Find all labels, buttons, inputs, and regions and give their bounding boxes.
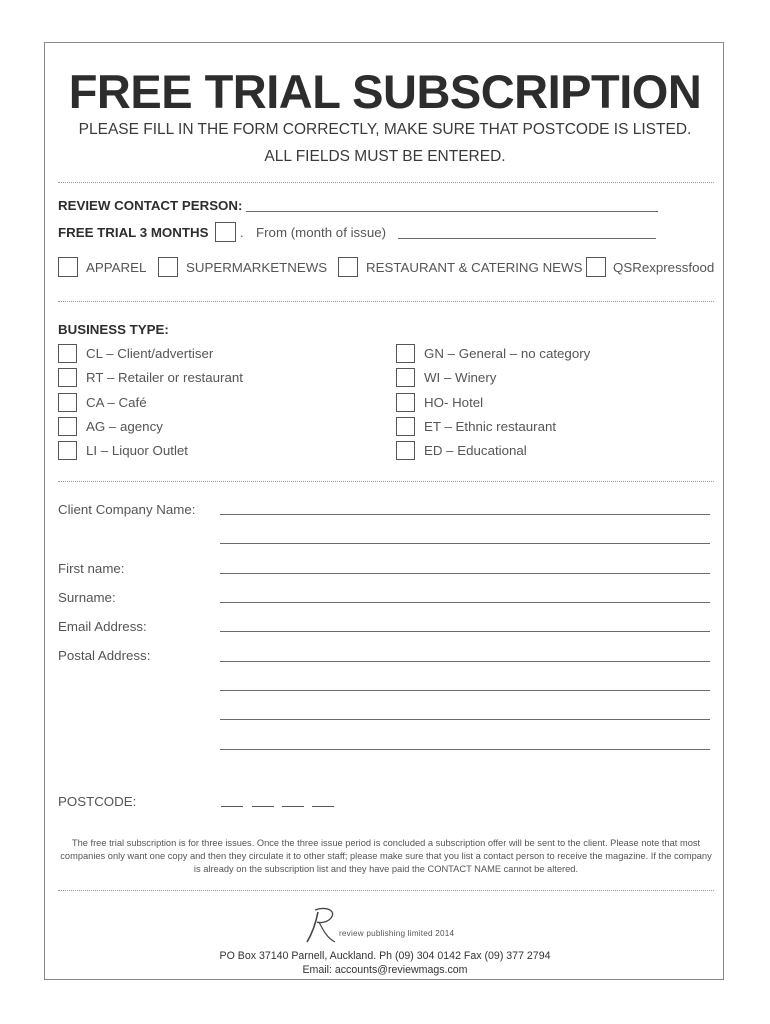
apparel-checkbox[interactable] (58, 257, 78, 277)
email-label: Email Address: (58, 619, 147, 634)
business-type-heading: BUSINESS TYPE: (58, 322, 169, 337)
ho-label: HO- Hotel (424, 395, 484, 410)
divider (58, 301, 714, 302)
postcode-digit-1[interactable] (221, 806, 243, 807)
ed-label: ED – Educational (424, 443, 527, 458)
review-logo-icon (305, 906, 341, 946)
company-name-field-line-2[interactable] (220, 543, 710, 544)
from-month-field[interactable] (398, 238, 656, 239)
qsrexpressfood-label: QSRexpressfood (613, 260, 715, 275)
restaurant-catering-label: RESTAURANT & CATERING NEWS (366, 260, 583, 275)
company-name-label: Client Company Name: (58, 502, 196, 517)
first-name-label: First name: (58, 561, 125, 576)
cl-checkbox[interactable] (58, 344, 77, 363)
free-trial-label: FREE TRIAL 3 MONTHS (58, 225, 209, 240)
free-trial-checkbox[interactable] (215, 222, 236, 242)
postcode-digit-3[interactable] (282, 806, 304, 807)
contact-address: PO Box 37140 Parnell, Auckland. Ph (09) 304 0142 Fax (09) 377 2794 (219, 950, 551, 962)
email-field[interactable] (220, 631, 710, 632)
review-contact-field[interactable] (246, 211, 658, 212)
postal-address-field-line-2[interactable] (220, 690, 710, 691)
restaurant-catering-checkbox[interactable] (338, 257, 358, 277)
ca-checkbox[interactable] (58, 393, 77, 412)
company-name-field[interactable] (220, 514, 710, 515)
li-label: LI – Liquor Outlet (86, 443, 189, 458)
ca-label: CA – Café (86, 395, 147, 410)
gn-checkbox[interactable] (396, 344, 415, 363)
logo-letter: R (305, 906, 306, 907)
postal-address-label: Postal Address: (58, 648, 151, 663)
surname-label: Surname: (58, 590, 116, 605)
from-month-label: From (month of issue) (256, 225, 387, 240)
qsrexpressfood-checkbox[interactable] (586, 257, 606, 277)
cl-label: CL – Client/advertiser (86, 346, 214, 361)
li-checkbox[interactable] (58, 441, 77, 460)
contact-email: Email: accounts@reviewmags.com (302, 964, 468, 976)
instructions-line-1: PLEASE FILL IN THE FORM CORRECTLY, MAKE SURE THAT POSTCODE IS LISTED. (78, 121, 692, 138)
supermarketnews-label: SUPERMARKETNEWS (186, 260, 328, 275)
rt-label: RT – Retailer or restaurant (86, 370, 243, 385)
divider (58, 481, 714, 482)
wi-checkbox[interactable] (396, 368, 415, 387)
ho-checkbox[interactable] (396, 393, 415, 412)
surname-field[interactable] (220, 602, 710, 603)
ag-label: AG – agency (86, 419, 163, 434)
first-name-field[interactable] (220, 573, 710, 574)
postcode-digit-2[interactable] (252, 806, 274, 807)
ag-checkbox[interactable] (58, 417, 77, 436)
ed-checkbox[interactable] (396, 441, 415, 460)
wi-label: WI – Winery (424, 370, 497, 385)
postcode-label: POSTCODE: (58, 794, 137, 809)
et-label: ET – Ethnic restaurant (424, 419, 557, 434)
review-contact-label: REVIEW CONTACT PERSON: (58, 198, 243, 213)
publisher-name: review publishing limited 2014 (339, 929, 455, 938)
divider (58, 890, 714, 891)
free-trial-dot: . (240, 225, 244, 240)
rt-checkbox[interactable] (58, 368, 77, 387)
apparel-label: APPAREL (86, 260, 147, 275)
gn-label: GN – General – no category (424, 346, 591, 361)
supermarketnews-checkbox[interactable] (158, 257, 178, 277)
postal-address-field[interactable] (220, 661, 710, 662)
form-title: FREE TRIAL SUBSCRIPTION (68, 65, 702, 118)
divider (58, 182, 714, 183)
postcode-digit-4[interactable] (312, 806, 334, 807)
terms-footnote: The free trial subscription is for three issues. Once the three issue period is concluded a subscription offer will be sent to the client. Please note that most companies only want one copy and then they circulate it to other staff; please make sure that you list a contact person to receive the magazine. If the company is already on the subscription list and they have paid the CONTACT NAME cannot be altered. (60, 838, 712, 874)
instructions-line-2: ALL FIELDS MUST BE ENTERED. (264, 148, 506, 165)
et-checkbox[interactable] (396, 417, 415, 436)
postal-address-field-line-4[interactable] (220, 749, 710, 750)
postal-address-field-line-3[interactable] (220, 719, 710, 720)
